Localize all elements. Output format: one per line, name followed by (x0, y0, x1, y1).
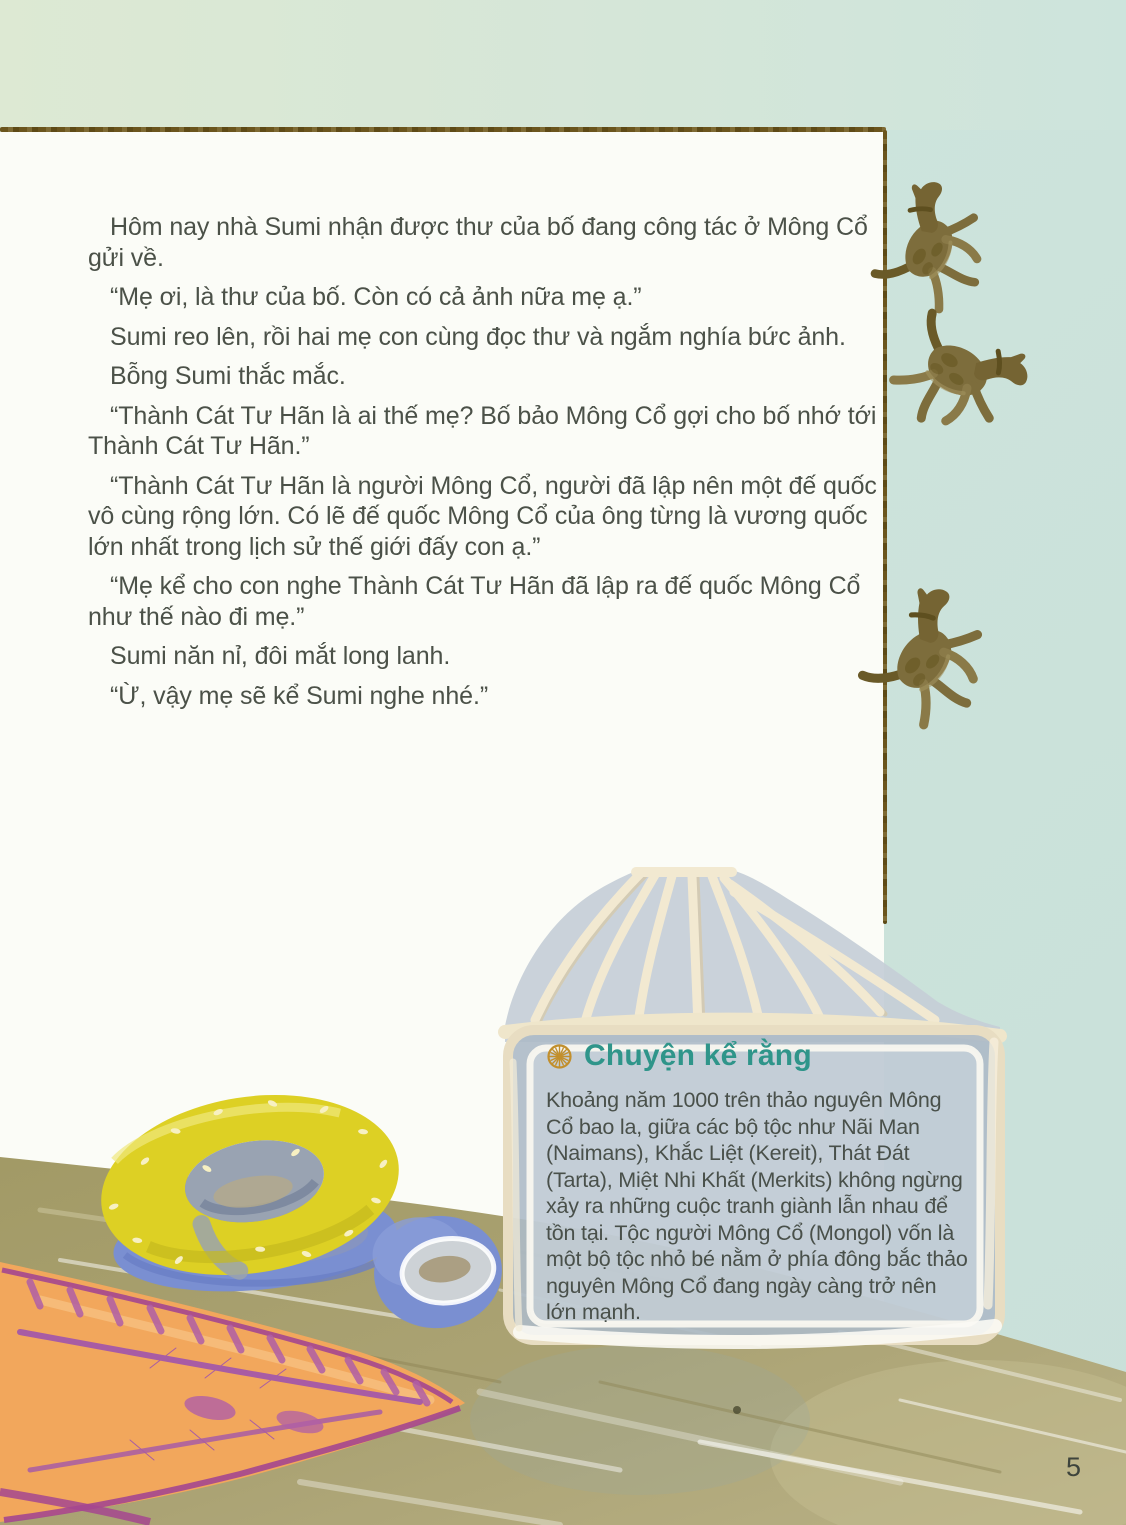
story-paragraph: Sumi năn nỉ, đôi mắt long lanh. (110, 642, 451, 670)
galloping-horse (851, 577, 1013, 740)
story-infobox (546, 1038, 970, 1326)
galloping-horses-illustration (840, 150, 1126, 770)
story-paragraph: “Thành Cát Tư Hãn là ai thế mẹ? Bố bảo Mông Cổ gợi cho bố nhớ tới Thành Cát Tư Hãn.” (88, 401, 877, 460)
galloping-horse (862, 172, 1009, 321)
frame-top-line (0, 127, 886, 132)
story-text-block (88, 212, 880, 720)
story-paragraph: Sumi reo lên, rồi hai mẹ con cùng đọc thư và ngắm nghía bức ảnh. (110, 322, 846, 351)
story-paragraph: “Ừ, vậy mẹ sẽ kể Sumi nghe nhé.” (110, 681, 489, 710)
story-paragraph: “Mẹ kể cho con nghe Thành Cát Tư Hãn đã lập ra đế quốc Mông Cổ như thế nào đi mẹ.” (88, 572, 861, 631)
galloping-horse (881, 300, 1038, 455)
page-number: 5 (1066, 1452, 1082, 1482)
infobox-body: Khoảng năm 1000 trên thảo nguyên Mông Cổ bao la, giữa các bộ tộc như Nãi Man (Naimans), Khắc Liệt (Kereit), Thát Đát (Tarta), Miệt Nhi Khất (Merkits) không ngừng xảy ra những cuộc tranh giành lẫn nhau để tồn tại. Tộc người Mông Cổ (Mongol) vốn là một bộ tộc nhỏ bé nằm ở phía đông bắc thảo nguyên Mông Cổ đang ngày càng trở nên lớn mạnh. (546, 1088, 968, 1324)
story-paragraph: “Thành Cát Tư Hãn là người Mông Cổ, người đã lập nên một đế quốc vô cùng rộng lớn. Có lẽ đế quốc Mông Cổ của ông từng là vương quốc lớn nhất trong lịch sử thế giới đấy con ạ.” (88, 471, 877, 561)
story-paragraph: Hôm nay nhà Sumi nhận được thư của bố đang công tác ở Mông Cổ gửi về. (88, 213, 868, 272)
story-paragraph: “Mẹ ơi, là thư của bố. Còn có cả ảnh nữa mẹ ạ.” (110, 283, 642, 311)
dharma-wheel-icon (546, 1043, 573, 1070)
story-paragraph: Bỗng Sumi thắc mắc. (110, 362, 346, 390)
infobox-header (546, 1038, 970, 1074)
infobox-title: Chuyện kể rằng (584, 1039, 812, 1072)
background-top-strip (0, 0, 1126, 130)
